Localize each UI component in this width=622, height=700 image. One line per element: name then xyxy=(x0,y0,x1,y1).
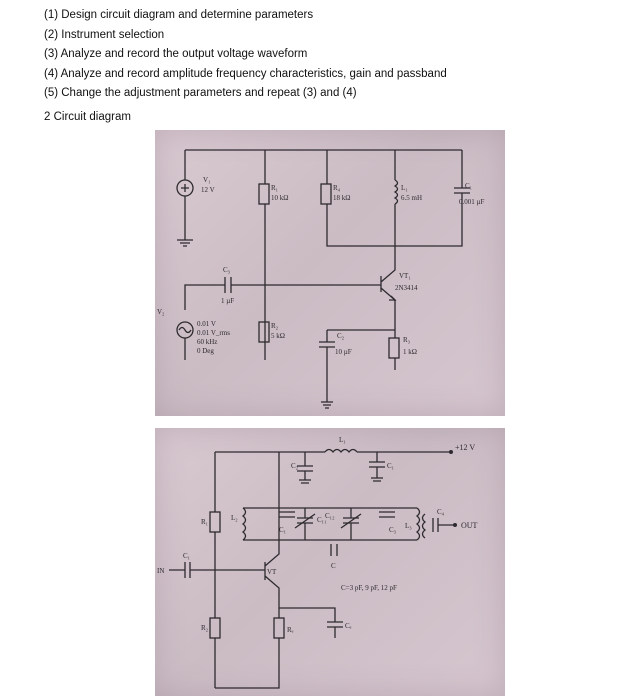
capacitor-c3-icon xyxy=(225,277,231,293)
step-item: (1) Design circuit diagram and determine parameters xyxy=(44,9,314,21)
c1-name: C₁ xyxy=(465,182,473,190)
v1-name: V₁ xyxy=(203,176,211,184)
inductor-l3-icon xyxy=(417,508,420,540)
l2-label: L₂ xyxy=(231,514,238,522)
resistor-r4-icon xyxy=(321,184,331,204)
vt1-model: 2N3414 xyxy=(395,284,418,292)
inductor-l2-icon xyxy=(243,508,246,540)
ground-icon xyxy=(299,480,311,483)
resistor-r2-icon xyxy=(259,322,269,342)
r2-name: R₂ xyxy=(271,322,279,330)
c2-label: C₂ xyxy=(291,462,299,470)
capacitor-c2-icon xyxy=(319,342,335,347)
v1-value: 12 V xyxy=(201,186,215,194)
c4-label: C₄ xyxy=(437,508,445,516)
r2-value: 5 kΩ xyxy=(271,332,285,340)
ground-icon xyxy=(177,240,193,246)
c2-value: 10 µF xyxy=(335,348,352,356)
resistor-r1-icon xyxy=(259,184,269,204)
supply-node-icon xyxy=(449,450,453,454)
inductor-l1-icon xyxy=(395,180,398,204)
c3-name: C₃ xyxy=(223,266,231,274)
ground-icon xyxy=(321,402,333,408)
v2-line: 60 kHz xyxy=(197,338,218,346)
c3-value: 1 µF xyxy=(221,297,235,305)
circuit-schematic-2 xyxy=(155,428,505,696)
r4-value: 18 kΩ xyxy=(333,194,351,202)
circuit-diagram-photo-1 xyxy=(155,130,505,416)
resistor-r3-icon xyxy=(389,338,399,358)
l3-label: L₃ xyxy=(405,522,412,530)
vt1-name: VT₁ xyxy=(399,272,411,280)
c-mid2-label: C xyxy=(331,562,336,570)
c1-label: C₁ xyxy=(387,462,395,470)
r3-value: 1 kΩ xyxy=(403,348,417,356)
step-item: (4) Analyze and record amplitude frequency characteristics, gain and passband xyxy=(44,67,447,80)
v2-name: V₂ xyxy=(157,308,165,316)
in-label: IN xyxy=(157,567,165,575)
step-item: (2) Instrument selection xyxy=(44,28,165,41)
l1-name: L₁ xyxy=(401,184,408,192)
l1-label: L₁ xyxy=(339,436,346,444)
c-values-label: C=3 pF, 9 pF, 12 pF xyxy=(341,584,397,592)
step-item: (5) Change the adjustment parameters and repeat (3) and (4) xyxy=(44,87,357,99)
r3-name: R₃ xyxy=(403,336,411,344)
c3-label: C₃ xyxy=(389,526,397,534)
vt-label: VT xyxy=(267,568,277,576)
section-heading: 2 Circuit diagram xyxy=(44,111,131,123)
c12-label: C₁₂ xyxy=(325,512,335,520)
c11-label: C₁₁ xyxy=(317,516,327,524)
r2-label: R₂ xyxy=(201,624,209,632)
ground-icon xyxy=(371,478,383,481)
out-label: OUT xyxy=(461,521,478,530)
re-label: Rₑ xyxy=(287,626,294,634)
circuit-schematic-1 xyxy=(155,130,505,416)
resistor-r1-icon xyxy=(210,512,220,532)
inductor-secondary-icon xyxy=(423,514,426,538)
supply-label: +12 V xyxy=(455,443,476,452)
r4-name: R₄ xyxy=(333,184,341,192)
resistor-r2-icon xyxy=(210,618,220,638)
r1-name: R₁ xyxy=(271,184,279,192)
v2-line: 0 Deg xyxy=(197,347,214,355)
l1-value: 6.5 mH xyxy=(401,194,422,202)
circuit-diagram-photo-2 xyxy=(155,428,505,696)
output-node-icon xyxy=(453,523,457,527)
c1-value: 0.001 µF xyxy=(459,198,485,206)
step-list xyxy=(44,6,447,104)
resistor-re-icon xyxy=(274,618,284,638)
inductor-l1-icon xyxy=(325,450,357,453)
r1-label: R₁ xyxy=(201,518,209,526)
v2-line: 0.01 V xyxy=(197,320,216,328)
ce-label: Cₑ xyxy=(345,622,352,630)
cin-label: C₁ xyxy=(183,552,191,560)
step-item: (3) Analyze and record the output voltage waveform xyxy=(44,48,308,60)
r1-value: 10 kΩ xyxy=(271,194,289,202)
c2-name: C₂ xyxy=(337,332,345,340)
cmid-label: C₁ xyxy=(279,526,287,534)
v2-line: 0.01 V_rms xyxy=(197,329,230,337)
